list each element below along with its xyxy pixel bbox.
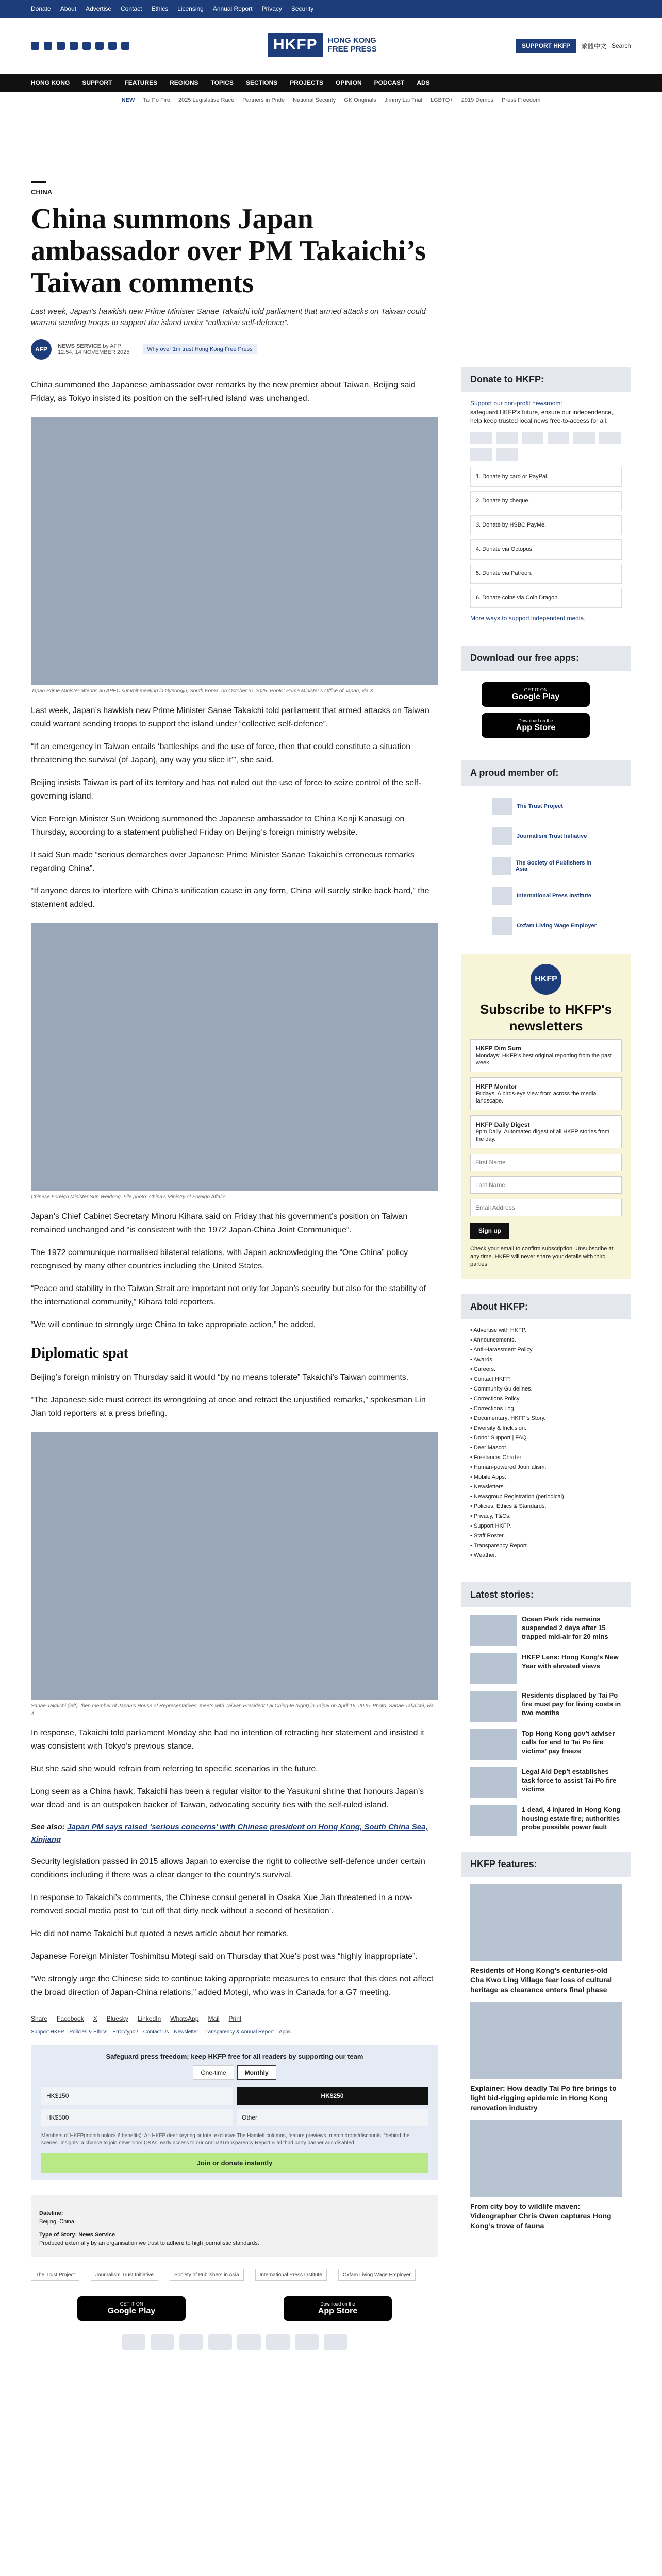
about-link[interactable]: • Support HKFP. [470, 1523, 511, 1529]
story-title: Ocean Park ride remains suspended 2 days after 15 trapped mid-air for 20 mins [522, 1615, 608, 1640]
about-link[interactable]: • Documentary: HKFP's Story. [470, 1415, 546, 1421]
nav-item[interactable]: SECTIONS [245, 79, 278, 87]
about-box [461, 1294, 631, 1567]
donation-heading: Safeguard press freedom; keep HKFP free for all readers by supporting our team [106, 2053, 363, 2060]
social-icons [31, 42, 129, 50]
about-link[interactable]: • Weather. [470, 1552, 496, 1558]
article-photo [31, 417, 438, 685]
about-link[interactable]: • Newsletters. [470, 1484, 505, 1490]
trend-link[interactable]: 2025 Legislative Race [178, 97, 235, 104]
nav-item[interactable]: HONG KONG [31, 79, 70, 87]
donate-option[interactable]: 2. Donate by cheque. [470, 491, 622, 511]
story-thumbnail [470, 1805, 517, 1836]
visa-icon [496, 432, 518, 444]
logo-text: HONG KONG FREE PRESS [327, 36, 377, 54]
support-link[interactable]: Apps [278, 2029, 291, 2035]
donate-option[interactable]: 4. Donate via Octopus. [470, 539, 622, 560]
about-link[interactable]: • Corrections Policy. [470, 1396, 521, 1402]
facebook-icon[interactable] [31, 42, 39, 50]
newsletter-option[interactable] [470, 1039, 622, 1072]
trend-link[interactable]: Partners in Pride [242, 97, 285, 104]
support-links [31, 2029, 438, 2035]
share-link[interactable]: LinkedIn [137, 2015, 161, 2022]
newsletter-option[interactable] [470, 1115, 622, 1148]
join-button[interactable]: Join or donate instantly [41, 2153, 428, 2173]
threads-icon[interactable] [95, 42, 104, 50]
share-link[interactable]: Share [31, 2015, 48, 2022]
paragraph: In response, Takaichi told parliament Monday she had no intention of retracting her statement and insisted it was consistent with Tokyo’s previous stance. [31, 1728, 424, 1751]
story-thumbnail [470, 1615, 517, 1646]
photo-caption: Chinese Foreign Minister Sun Weidong. File photo: China’s Ministry of Foreign Affairs. [31, 1194, 227, 1200]
amount-option[interactable]: HK$150 [41, 2087, 233, 2105]
about-link[interactable]: • Community Guidelines. [470, 1386, 533, 1392]
paragraph: “If an emergency in Taiwan entails ‘battleships and the use of force, then that could constitute a situation threatening the survival (of Japan), any way you slice it’”, she said. [31, 742, 411, 765]
mail-icon[interactable] [108, 42, 117, 50]
member-logo[interactable] [492, 914, 600, 937]
googlepay-icon [324, 2334, 347, 2350]
site-logo[interactable] [268, 33, 379, 57]
category-rule [31, 181, 46, 183]
donate-option[interactable]: 6. Donate coins via Coin Dragon. [470, 588, 622, 608]
about-link[interactable]: • Announcements. [470, 1337, 516, 1343]
share-bar [31, 2015, 438, 2022]
instagram-icon[interactable] [57, 42, 65, 50]
badge-label: App Store [318, 2307, 358, 2315]
about-link[interactable]: • Policies, Ethics & Standards. [470, 1503, 547, 1510]
unionpay-icon [548, 432, 569, 444]
tab-monthly[interactable]: Monthly [237, 2065, 276, 2080]
about-link[interactable]: • Freelancer Charter. [470, 1454, 523, 1461]
publish-date: 12:54, 14 NOVEMBER 2025 [58, 349, 130, 355]
topbar-link[interactable]: Donate [31, 5, 51, 12]
about-heading: About HKFP: [461, 1294, 631, 1319]
nav-item[interactable]: PODCAST [374, 79, 405, 87]
support-button[interactable]: SUPPORT HKFP [516, 39, 576, 53]
member-box [461, 760, 631, 939]
badge-small: GET IT ON [120, 2301, 143, 2307]
member-logo[interactable]: Society of Publishers in Asia [170, 2269, 244, 2281]
share-link[interactable]: Mail [208, 2015, 220, 2022]
feature-title: Explainer: How deadly Tai Po fire brings to light bid-rigging epidemic in Hong Kong renovation industry [470, 2084, 617, 2112]
donate-option[interactable]: 1. Donate by card or PayPal. [470, 467, 622, 487]
topbar-link[interactable]: About [60, 5, 77, 12]
nav-item[interactable]: TOPICS [210, 79, 234, 87]
newsletter-heading: Subscribe to HKFP's newsletters [479, 1002, 613, 1033]
mastercard-icon [122, 2334, 145, 2350]
trend-link[interactable]: 2019 Demos [461, 97, 494, 104]
feature-image [470, 2002, 622, 2079]
paragraph: “We will continue to strongly urge China to take appropriate action,” he added. [31, 1320, 316, 1329]
dateline: Beijing, China [39, 2218, 74, 2225]
trend-link[interactable]: GK Originals [344, 97, 376, 104]
member-name: The Trust Project [517, 803, 563, 809]
nav-item[interactable]: SUPPORT [82, 79, 112, 87]
paragraph: “The Japanese side must correct its wrongdoing at once and retract the unjustified remarks,” spokesman Lin Jian told reporters at a press briefing. [31, 1396, 426, 1418]
see-also-label: See also: [31, 1823, 65, 1832]
apps-box [461, 646, 631, 745]
latest-story[interactable] [470, 1691, 622, 1722]
unionpay-icon [208, 2334, 232, 2350]
member-name: International Press Institute [517, 893, 591, 899]
story-thumbnail [470, 1729, 517, 1760]
member-logo[interactable] [492, 825, 600, 848]
newsletter-desc: Fridays: A birds-eye view from across the media landscape. [476, 1091, 597, 1104]
trend-link[interactable]: Tai Po Fire [143, 97, 170, 104]
app-store-badge[interactable] [284, 2296, 392, 2321]
new-badge: NEW [121, 97, 135, 104]
donate-text: safeguard HKFP's future, ensure our independence, help keep trusted local news free-to-access for all. [470, 409, 614, 425]
amount-option-selected[interactable]: HK$250 [237, 2087, 428, 2105]
donate-box [461, 367, 631, 630]
paragraph: Last week, Japan’s hawkish new Prime Minister Sanae Takaichi told parliament that armed attacks on Taiwan could warrant sending troops to support the island under “collective self-defence”. [31, 706, 429, 728]
member-heading: A proud member of: [461, 760, 631, 786]
about-link[interactable]: • Diversity & Inclusion. [470, 1425, 526, 1431]
newsletter-name: HKFP Monitor [476, 1083, 517, 1090]
photo-caption: Japan Prime Minister attends an APEC summit meeting in Gyeongju, South Korea, on October 31 2025. Photo: Prime Minister’s Office of Japan, via X. [31, 688, 375, 694]
about-link[interactable]: • Mobile Apps. [470, 1474, 506, 1480]
paragraph: It said Sun made “serious demarches over Japanese Prime Minister Sanae Takaichi’s erroneous remarks regarding China”. [31, 851, 415, 873]
dateline-label: Dateline: [39, 2210, 63, 2216]
newsletter-name: HKFP Dim Sum [476, 1045, 521, 1052]
top-utility-bar [0, 0, 662, 18]
badge-label: Google Play [511, 692, 560, 701]
topbar-link[interactable]: Advertise [86, 5, 112, 12]
latest-list [461, 1615, 631, 1836]
about-link[interactable]: • Awards. [470, 1357, 494, 1363]
story-type: Produced externally by an organisation we trust to adhere to high journalistic standards. [39, 2240, 259, 2246]
googlepay-icon [496, 448, 518, 461]
member-name: The Society of Publishers in Asia [515, 860, 592, 872]
feature-story[interactable] [470, 1884, 622, 1995]
story-type-label: Type of Story: News Service [39, 2232, 115, 2238]
about-link[interactable]: • Human-powered Journalism. [470, 1464, 547, 1470]
applepay-icon [295, 2334, 319, 2350]
first-name-field[interactable]: First Name [470, 1154, 622, 1171]
jcb-icon [573, 432, 595, 444]
nav-item[interactable]: REGIONS [170, 79, 198, 87]
member-logo[interactable] [492, 795, 600, 818]
member-logo[interactable] [492, 885, 600, 907]
nav-item[interactable]: OPINION [335, 79, 362, 87]
app-badges [31, 2296, 438, 2321]
email-field[interactable]: Email Address [470, 1199, 622, 1216]
features-box [461, 1852, 631, 2231]
paragraph: But she said she would refrain from referring to specific scenarios in the future. [31, 1765, 318, 1773]
about-link[interactable]: • Donor Support | FAQ. [470, 1435, 528, 1441]
about-link[interactable]: • Staff Roster. [470, 1533, 505, 1539]
visa-icon [151, 2334, 174, 2350]
search-link[interactable]: Search [611, 42, 631, 49]
newsletter-name: HKFP Daily Digest [476, 1121, 530, 1128]
feature-image [470, 1884, 622, 1961]
category-label[interactable]: CHINA [31, 188, 53, 196]
jti-icon [492, 827, 512, 845]
trend-link[interactable]: LGBTQ+ [431, 97, 453, 104]
feature-story[interactable] [470, 2002, 622, 2113]
badge-small: Download on the [518, 718, 553, 723]
byline [31, 339, 438, 360]
support-link[interactable]: Contact Us [143, 2029, 169, 2035]
payment-icons [31, 2334, 438, 2350]
feature-story[interactable] [470, 2120, 622, 2231]
support-link[interactable]: Transparency & Annual Report [203, 2029, 274, 2035]
topbar-link[interactable]: Annual Report [212, 5, 253, 12]
feature-title: Residents of Hong Kong’s centuries-old Cha Kwo Ling Village fear loss of cultural heritage as clearance enters final phase [470, 1966, 613, 1994]
nav-item[interactable]: PROJECTS [290, 79, 323, 87]
avatar: AFP [31, 339, 52, 360]
app-store-badge[interactable] [482, 713, 590, 738]
trending-bar [0, 92, 662, 109]
language-link[interactable]: 繁體中文 [581, 42, 606, 50]
membership-note: Members of HKFP(month unlock 6 benefits): An HKFP deer keyring or tote, exclusive The Hamlett columns, feature previews, merch drops/discounts, “behind the scenes” insights; a chance to join newsroom Q&As, early access to our Annual/Transparency Report & all third party banner ads disabled. [41, 2133, 410, 2146]
member-logos [31, 2269, 438, 2281]
paragraph: “We strongly urge the Chinese side to continue taking appropriate measures to ensure that this does not affect the broad direction of Japan-China relations,” added Motegi, who was in Canada for a G7 meeting. [31, 1975, 434, 1997]
paragraph: “Peace and stability in the Taiwan Strait are important not only for Japan’s security but also for the stability of the international community,” Kihara told reporters. [31, 1284, 426, 1307]
donate-lead[interactable]: Support our non-profit newsroom: [470, 400, 562, 407]
latest-story[interactable] [470, 1653, 622, 1684]
about-link[interactable]: • Anti-Harassment Policy. [470, 1347, 534, 1353]
amount-option[interactable]: Other [237, 2109, 428, 2126]
amount-option[interactable]: HK$500 [41, 2109, 233, 2126]
donate-option[interactable]: 5. Donate via Patreon. [470, 564, 622, 584]
google-play-badge[interactable] [77, 2296, 186, 2321]
member-name: Journalism Trust Initiative [517, 833, 587, 839]
about-list [461, 1319, 631, 1567]
latest-story[interactable] [470, 1729, 622, 1760]
tab-one-time[interactable]: One-time [193, 2065, 234, 2080]
latest-story[interactable] [470, 1615, 622, 1646]
newsletter-box [461, 954, 631, 1279]
features-list [461, 1884, 631, 2231]
donation-widget [31, 2045, 438, 2180]
story-thumbnail [470, 1653, 517, 1684]
payment-icons [470, 432, 622, 461]
paragraph: Vice Foreign Minister Sun Weidong summoned the Japanese ambassador to China Kenji Kanasugi on Thursday, according to a statement published Friday on Beijing’s foreign ministry website. [31, 815, 405, 837]
story-thumbnail [470, 1691, 517, 1722]
paragraph: In response to Takaichi’s comments, the Chinese consul general in Osaka Xue Jian threatened in a now-removed social media post to ‘cut off that dirty neck without a second of hesitation’. [31, 1893, 413, 1916]
newsletter-desc: 9pm Daily: Automated digest of all HKFP stories from the day. [476, 1129, 610, 1142]
paragraph: Security legislation passed in 2015 allows Japan to exercise the right to collective self-defence under certain conditions including if there was a clear danger to the country’s survival. [31, 1857, 425, 1879]
rss-icon[interactable] [121, 42, 129, 50]
x-icon[interactable] [44, 42, 52, 50]
amex-icon [179, 2334, 203, 2350]
latest-story[interactable] [470, 1767, 622, 1798]
latest-box [461, 1582, 631, 1836]
trust-project-icon [492, 798, 512, 815]
story-thumbnail [470, 1767, 517, 1798]
paragraph: Beijing insists Taiwan is part of its territory and has not ruled out the use of force to seize control of the self-governing island. [31, 778, 421, 801]
paragraph: He did not name Takaichi but quoted a news article about her remarks. [31, 1929, 289, 1938]
paragraph: Beijing’s foreign ministry on Thursday said it would “by no means tolerate” Takaichi’s Taiwan comments. [31, 1373, 409, 1382]
trend-link[interactable]: National Security [293, 97, 336, 104]
jcb-icon [237, 2334, 261, 2350]
logo-mark: HKFP [268, 33, 323, 57]
more-ways-link[interactable]: More ways to support independent media. [470, 615, 586, 622]
share-link[interactable]: Facebook [57, 2015, 84, 2022]
story-title: HKFP Lens: Hong Kong’s New Year with elevated views [522, 1653, 619, 1670]
share-link[interactable]: Bluesky [106, 2015, 128, 2022]
paragraph: China summoned the Japanese ambassador over remarks by the new premier about Taiwan, Beijing said Friday, as Tokyo insisted its position on the self-ruled island was unchanged. [31, 381, 416, 403]
last-name-field[interactable]: Last Name [470, 1176, 622, 1194]
linkedin-icon[interactable] [82, 42, 91, 50]
member-logo[interactable]: Oxfam Living Wage Employer [338, 2269, 416, 2281]
paragraph: Japan’s Chief Cabinet Secretary Minoru Kihara said on Friday that his government’s position on Taiwan remained unchanged and “is consistent with the 1972 Japan-China Joint Communique”. [31, 1212, 408, 1234]
article-subtitle: Last week, Japan’s hawkish new Prime Minister Sanae Takaichi told parliament that armed attacks on Taiwan could warrant sending troops to support the island under “collective self-defence”. [31, 307, 426, 327]
feature-image [470, 2120, 622, 2197]
apps-heading: Download our free apps: [461, 646, 631, 671]
main-nav [0, 74, 662, 92]
about-link[interactable]: • Transparency Report. [470, 1543, 528, 1549]
story-meta [31, 2195, 438, 2257]
badge-label: App Store [516, 723, 556, 732]
support-link[interactable]: Newsletter [174, 2029, 198, 2035]
features-heading: HKFP features: [461, 1852, 631, 1877]
latest-story[interactable] [470, 1805, 622, 1836]
sopa-icon [492, 857, 511, 875]
newsletter-note: Check your email to confirm subscription. Unsubscribe at any time. HKFP will never share your details with third parties. [470, 1246, 614, 1267]
see-also-link[interactable]: Japan PM says raised ‘serious concerns’ with Chinese president on Hong Kong, South China Sea, Xinjiang [31, 1823, 428, 1844]
about-link[interactable]: • Privacy, T&Cs. [470, 1513, 511, 1519]
paypal-icon [266, 2334, 290, 2350]
article-photo [31, 923, 438, 1191]
article [31, 109, 438, 2350]
badge-label: Google Play [107, 2307, 156, 2315]
about-link[interactable]: • Contact HKFP. [470, 1376, 511, 1382]
google-play-badge[interactable] [482, 682, 590, 707]
feature-title: From city boy to wildlife maven: Videographer Chris Owen captures Hong Kong’s trove of fauna [470, 2202, 611, 2230]
support-link[interactable]: Policies & Ethics [69, 2029, 108, 2035]
share-link[interactable]: WhatsApp [170, 2015, 199, 2022]
story-title: 1 dead, 4 injured in Hong Kong housing estate fire; authorities probe possible power fault [522, 1806, 621, 1831]
newsletter-option[interactable] [470, 1077, 622, 1110]
topbar-link[interactable]: Ethics [151, 5, 169, 12]
amex-icon [522, 432, 543, 444]
paypal-icon [599, 432, 621, 444]
about-link[interactable]: • Deer Mascot. [470, 1445, 508, 1451]
mastercard-icon [470, 432, 492, 444]
signup-button[interactable]: Sign up [470, 1223, 509, 1239]
paragraph: Long seen as a China hawk, Takaichi has been a regular visitor to the Yasukuni shrine that honours Japan’s war dead and is an outspoken backer of Taiwan, advocating security ties with the self-ruled island. [31, 1787, 424, 1809]
member-name: Oxfam Living Wage Employer [517, 923, 597, 929]
support-link[interactable]: Error/typo? [112, 2029, 138, 2035]
story-title: Residents displaced by Tai Po fire must pay for living costs in two months [522, 1691, 621, 1717]
site-header [0, 18, 662, 74]
section-heading: Diplomatic spat [31, 1345, 128, 1361]
support-link[interactable]: Support HKFP [31, 2029, 64, 2035]
nav-item[interactable]: FEATURES [124, 79, 158, 87]
topbar-link[interactable]: Contact [121, 5, 142, 12]
member-logo[interactable]: Journalism Trust Initiative [91, 2269, 158, 2281]
trust-link[interactable]: Why over 1m trust Hong Kong Free Press [143, 344, 256, 354]
donate-heading: Donate to HKFP: [461, 367, 631, 392]
see-also [31, 1821, 438, 1846]
paragraph: The 1972 communique normalised bilateral relations, with Japan acknowledging the “One China” policy recognised by many other countries including the United States. [31, 1248, 408, 1270]
trend-link[interactable]: Jimmy Lai Trial [384, 97, 422, 104]
share-link[interactable]: X [93, 2015, 97, 2022]
article-photo [31, 1432, 438, 1700]
topbar-link[interactable]: Licensing [177, 5, 204, 12]
trend-link[interactable]: Press Freedom [502, 97, 541, 104]
photo-caption: Sanae Takaichi (left), then member of Japan’s House of Representatives, meets with Taiwan President Lai Ching-te (right) in Taipei on April 16, 2025. Photo: Sanae Takaichi, via X. [31, 1703, 434, 1716]
member-logo[interactable]: The Trust Project [31, 2269, 79, 2281]
sidebar [461, 109, 631, 2350]
badge-small: GET IT ON [524, 687, 548, 692]
member-logo[interactable] [492, 855, 600, 877]
article-title: China summons Japan ambassador over PM Takaichi’s Taiwan comments [31, 203, 426, 299]
topbar-link[interactable]: Privacy [261, 5, 282, 12]
author-name[interactable]: NEWS SERVICE [58, 343, 102, 349]
ipi-icon [492, 887, 512, 905]
story-title: Top Hong Kong gov’t adviser calls for end to Tai Po fire victims’ pay freeze [522, 1730, 615, 1755]
donate-option[interactable]: 3. Donate by HSBC PayMe. [470, 515, 622, 535]
paragraph: Japanese Foreign Minister Toshimitsu Motegi said on Thursday that Xue’s post was “highly inappropriate”. [31, 1952, 418, 1961]
about-link[interactable]: • Corrections Log. [470, 1405, 516, 1412]
about-link[interactable]: • Careers. [470, 1366, 496, 1372]
youtube-icon[interactable] [70, 42, 78, 50]
nav-item[interactable]: ADS [417, 79, 430, 87]
latest-heading: Latest stories: [461, 1582, 631, 1607]
newsletter-logo: HKFP [531, 964, 561, 995]
share-link[interactable]: Print [228, 2015, 242, 2022]
about-link[interactable]: • Newsgroup Registration (periodical). [470, 1494, 566, 1500]
paragraph: “If anyone dares to interfere with China’s unification cause in any form, China will surely strike back hard,” the statement added. [31, 887, 429, 909]
author-by: by AFP [103, 343, 121, 349]
topbar-link[interactable]: Security [291, 5, 314, 12]
member-logo[interactable]: International Press Institute [255, 2269, 327, 2281]
applepay-icon [470, 448, 492, 461]
about-link[interactable]: • Advertise with HKFP. [470, 1327, 526, 1333]
newsletter-desc: Mondays: HKFP's best original reporting from the past week. [476, 1053, 612, 1066]
oxfam-icon [492, 917, 512, 935]
story-title: Legal Aid Dep’t establishes task force to assist Tai Po fire victims [522, 1768, 617, 1793]
badge-small: Download on the [320, 2301, 355, 2307]
